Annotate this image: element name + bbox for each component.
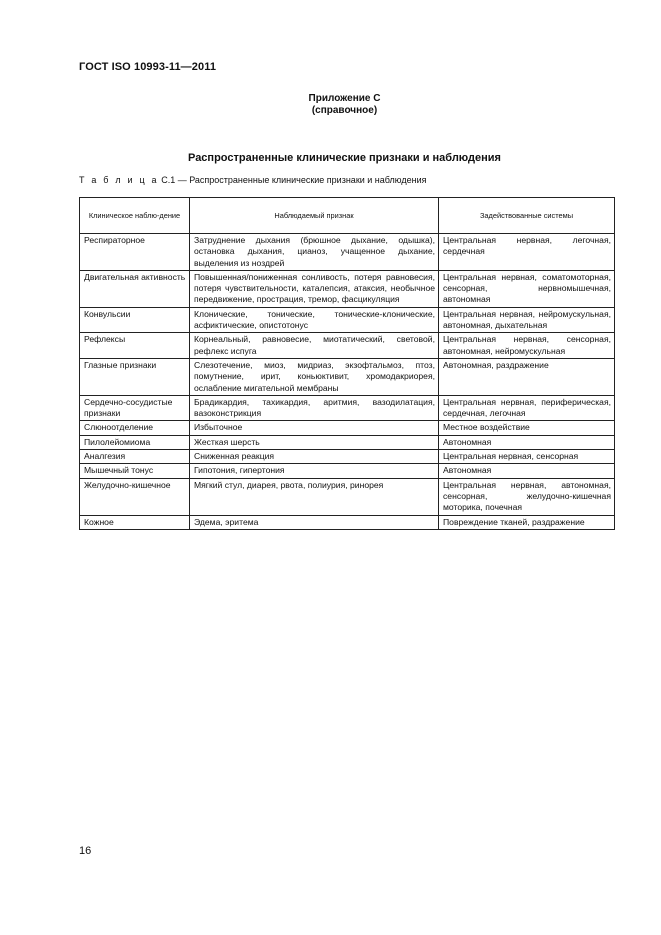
cell-sign: Слезотечение, миоз, мидриаз, экзофтальмоз, птоз, помутнение, ирит, коньюктивит, хромодакриорея, ослабление мигательной мембраны [190,358,439,395]
cell-systems: Центральная нервная, автономная, сенсорная, желудочно-кишечная моторика, почечная [439,478,615,515]
table-row [80,478,615,515]
cell-observation: Пилолейомиома [80,435,190,449]
table-row [80,450,615,464]
cell-systems: Местное воздействие [439,421,615,435]
cell-systems: Центральная нервная, периферическая, сердечная, легочная [439,395,615,421]
page-number: 16 [79,845,92,857]
table-row [80,307,615,333]
cell-systems: Центральная нервная, нейромускульная, автономная, дыхательная [439,307,615,333]
cell-observation: Кожное [80,515,190,529]
table-row [80,270,615,307]
document-header: ГОСТ ISO 10993-11—2011 [79,61,217,73]
cell-systems: Центральная нервная, легочная, сердечная [439,234,615,271]
cell-systems: Центральная нервная, сенсорная, автономная, нейромускульная [439,333,615,359]
cell-systems: Повреждение тканей, раздражение [439,515,615,529]
cell-systems: Центральная нервная, сенсорная [439,450,615,464]
table-row [80,234,615,271]
table-row [80,395,615,421]
appendix-title: Приложение С [308,93,381,104]
table-row [80,435,615,449]
cell-observation: Рефлексы [80,333,190,359]
table-caption-text: С.1 — Распространенные клинические признаки и наблюдения [158,175,427,185]
cell-sign: Корнеальный, равновесие, миотатический, световой, рефлекс испуга [190,333,439,359]
header-observed-sign: Наблюдаемый признак [190,198,439,234]
cell-observation: Глазные признаки [80,358,190,395]
cell-systems: Автономная [439,435,615,449]
cell-sign: Повышенная/пониженная сонливость, потеря равновесия, потеря чувствительности, каталепсия, атаксия, необычное передвижение, прострация, тремор, фасцикуляция [190,270,439,307]
table-row [80,358,615,395]
cell-sign: Брадикардия, тахикардия, аритмия, вазодилатация, вазоконстрикция [190,395,439,421]
appendix-subtitle: (справочное) [311,105,378,116]
table-row [80,421,615,435]
table-caption-label: Т а б л и ц а [79,175,159,185]
cell-observation: Конвульсии [80,307,190,333]
table-header-row [80,198,615,234]
cell-sign: Жесткая шерсть [190,435,439,449]
appendix-heading [0,93,661,117]
cell-observation: Респираторное [80,234,190,271]
cell-sign: Избыточное [190,421,439,435]
header-involved-systems: Задействованные системы [439,198,615,234]
cell-observation: Аналгезия [80,450,190,464]
table-row [80,464,615,478]
cell-systems: Автономная, раздражение [439,358,615,395]
table-row [80,515,615,529]
cell-sign: Клонические, тонические, тонические-клонические, асфиктические, опистотонус [190,307,439,333]
table-row [80,333,615,359]
cell-observation: Двигательная активность [80,270,190,307]
cell-sign: Эдема, эритема [190,515,439,529]
cell-sign: Мягкий стул, диарея, рвота, полиурия, ринорея [190,478,439,515]
table-caption [79,175,426,185]
cell-observation: Мышечный тонус [80,464,190,478]
section-title: Распространенные клинические признаки и наблюдения [188,152,501,164]
cell-systems: Центральная нервная, соматомоторная, сенсорная, нервномышечная, автономная [439,270,615,307]
cell-sign: Сниженная реакция [190,450,439,464]
cell-sign: Гипотония, гипертония [190,464,439,478]
cell-observation: Желудочно-кишечное [80,478,190,515]
cell-observation: Слюноотделение [80,421,190,435]
cell-sign: Затруднение дыхания (брюшное дыхание, одышка), остановка дыхания, цианоз, учащенное дыхание, выделения из ноздрей [190,234,439,271]
header-clinical-observation: Клиническое наблю-дение [80,198,190,234]
clinical-signs-table [79,197,615,530]
cell-systems: Автономная [439,464,615,478]
cell-observation: Сердечно-сосудистые признаки [80,395,190,421]
